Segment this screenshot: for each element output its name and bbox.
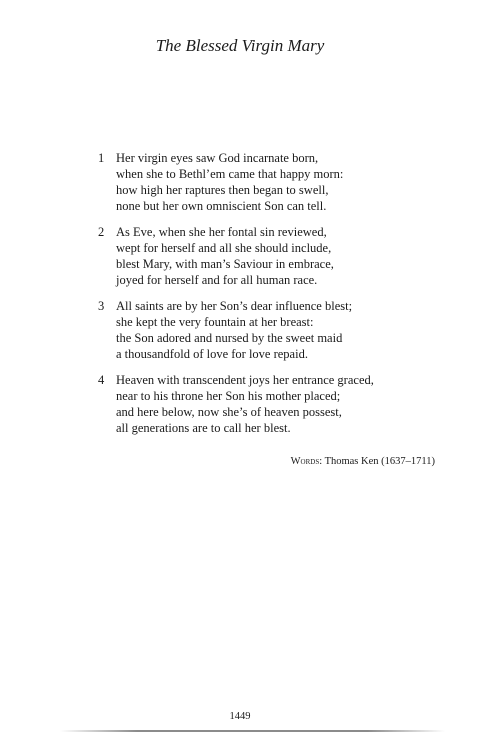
verse-line: a thousandfold of love for love repaid. — [116, 347, 308, 361]
credit-label: Words: — [290, 456, 323, 467]
credit-author: Thomas Ken (1637–1711) — [324, 456, 435, 467]
verse-number: 1 — [98, 151, 105, 165]
verse-lines — [116, 372, 428, 436]
verse-3 — [98, 298, 428, 362]
verse-4 — [98, 372, 428, 436]
verse-line: when she to Bethl’em came that happy morn: — [116, 167, 344, 181]
verse-line: how high her raptures then began to swell, — [116, 183, 329, 197]
verse-number: 4 — [98, 373, 105, 387]
verse-line: and here below, now she’s of heaven possest, — [116, 405, 342, 419]
verse-lines — [116, 298, 428, 362]
page-number: 1449 — [229, 711, 251, 722]
verse-line: all generations are to call her blest. — [116, 421, 291, 435]
verse-line: As Eve, when she her fontal sin reviewed, — [116, 225, 327, 239]
verse-line: wept for herself and all she should include, — [116, 241, 332, 255]
verse-lines — [116, 150, 428, 214]
verse-line: Heaven with transcendent joys her entrance graced, — [116, 373, 374, 387]
verse-1 — [98, 150, 428, 214]
verse-line: All saints are by her Son’s dear influence blest; — [116, 299, 353, 313]
verses-container — [98, 150, 428, 446]
verse-number: 2 — [98, 225, 105, 239]
verse-line: Her virgin eyes saw God incarnate born, — [116, 151, 319, 165]
page-edge-shadow — [60, 730, 445, 732]
verse-line: the Son adored and nursed by the sweet maid — [116, 331, 343, 345]
verse-2 — [98, 224, 428, 288]
verse-line: none but her own omniscient Son can tell. — [116, 199, 327, 213]
verse-number: 3 — [98, 299, 105, 313]
page-title: The Blessed Virgin Mary — [155, 36, 325, 55]
verse-line: blest Mary, with man’s Saviour in embrace, — [116, 257, 334, 271]
verse-line: joyed for herself and for all human race. — [116, 273, 318, 287]
verse-line: she kept the very fountain at her breast: — [116, 315, 314, 329]
words-credit — [291, 456, 435, 467]
verse-line: near to his throne her Son his mother placed; — [116, 389, 341, 403]
verse-lines — [116, 224, 428, 288]
